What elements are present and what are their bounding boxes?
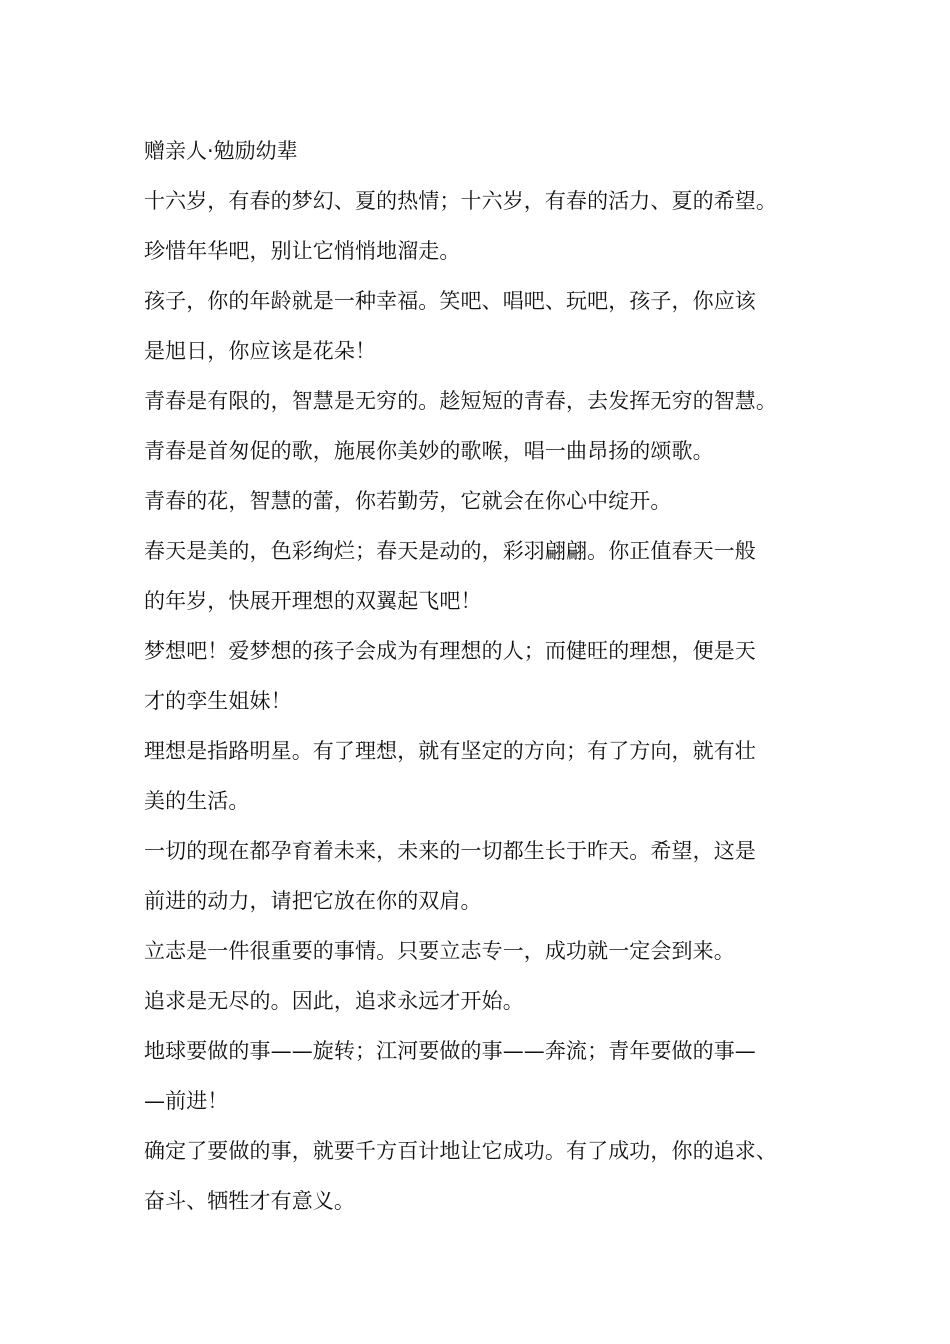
paragraph [144, 976, 824, 1026]
paragraph [144, 926, 824, 976]
paragraph-line: 奋斗、牺牲才有意义。 [144, 1189, 355, 1213]
document-title: 赠亲人·勉励幼辈 [144, 139, 298, 163]
paragraph-line: 追求是无尽的。因此，追求永远才开始。 [144, 989, 524, 1013]
paragraph [144, 526, 824, 626]
paragraph [144, 826, 824, 926]
paragraph-line: 珍惜年华吧，别让它悄悄地溜走。 [144, 239, 461, 263]
paragraph-line: 确定了要做的事，就要千方百计地让它成功。有了成功，你的追求、 [144, 1139, 777, 1163]
paragraph [144, 226, 824, 276]
paragraph [144, 626, 824, 726]
paragraph-line: 青春是有限的，智慧是无穷的。趁短短的青春，去发挥无穷的智慧。 [144, 389, 777, 413]
paragraph [144, 276, 824, 376]
paragraph-line: 立志是一件很重要的事情。只要立志专一，成功就一定会到来。 [144, 939, 735, 963]
paragraph-line: 春天是美的，色彩绚烂；春天是动的，彩羽翩翩。你正值春天一般 [144, 539, 756, 563]
paragraph [144, 726, 824, 826]
paragraph [144, 426, 824, 476]
paragraph-line: 青春的花，智慧的蕾，你若勤劳，它就会在你心中绽开。 [144, 489, 672, 513]
paragraph-line: 美的生活。 [144, 789, 250, 813]
paragraph [144, 1026, 824, 1126]
paragraph-line: —前进！ [144, 1089, 229, 1113]
paragraph-line: 的年岁，快展开理想的双翼起飞吧！ [144, 589, 482, 613]
paragraph-line: 地球要做的事——旋转；江河要做的事——奔流；青年要做的事— [144, 1039, 756, 1063]
paragraph-line: 一切的现在都孕育着未来，未来的一切都生长于昨天。希望，这是 [144, 839, 756, 863]
paragraph-line: 才的孪生姐妹！ [144, 689, 292, 713]
paragraph [144, 376, 824, 426]
paragraph-line: 梦想吧！爱梦想的孩子会成为有理想的人；而健旺的理想，便是天 [144, 639, 756, 663]
paragraph-line: 理想是指路明星。有了理想，就有坚定的方向；有了方向，就有壮 [144, 739, 756, 763]
paragraph-line: 孩子，你的年龄就是一种幸福。笑吧、唱吧、玩吧，孩子，你应该 [144, 289, 756, 313]
paragraph-line: 是旭日，你应该是花朵！ [144, 339, 377, 363]
paragraph-line: 前进的动力，请把它放在你的双肩。 [144, 889, 482, 913]
document-body [144, 126, 824, 1226]
paragraph [144, 476, 824, 526]
paragraph-line: 青春是首匆促的歌，施展你美妙的歌喉，唱一曲昂扬的颂歌。 [144, 439, 714, 463]
paragraph [144, 1126, 824, 1226]
paragraph [144, 176, 824, 226]
paragraph-line: 十六岁，有春的梦幻、夏的热情；十六岁，有春的活力、夏的希望。 [144, 189, 777, 213]
